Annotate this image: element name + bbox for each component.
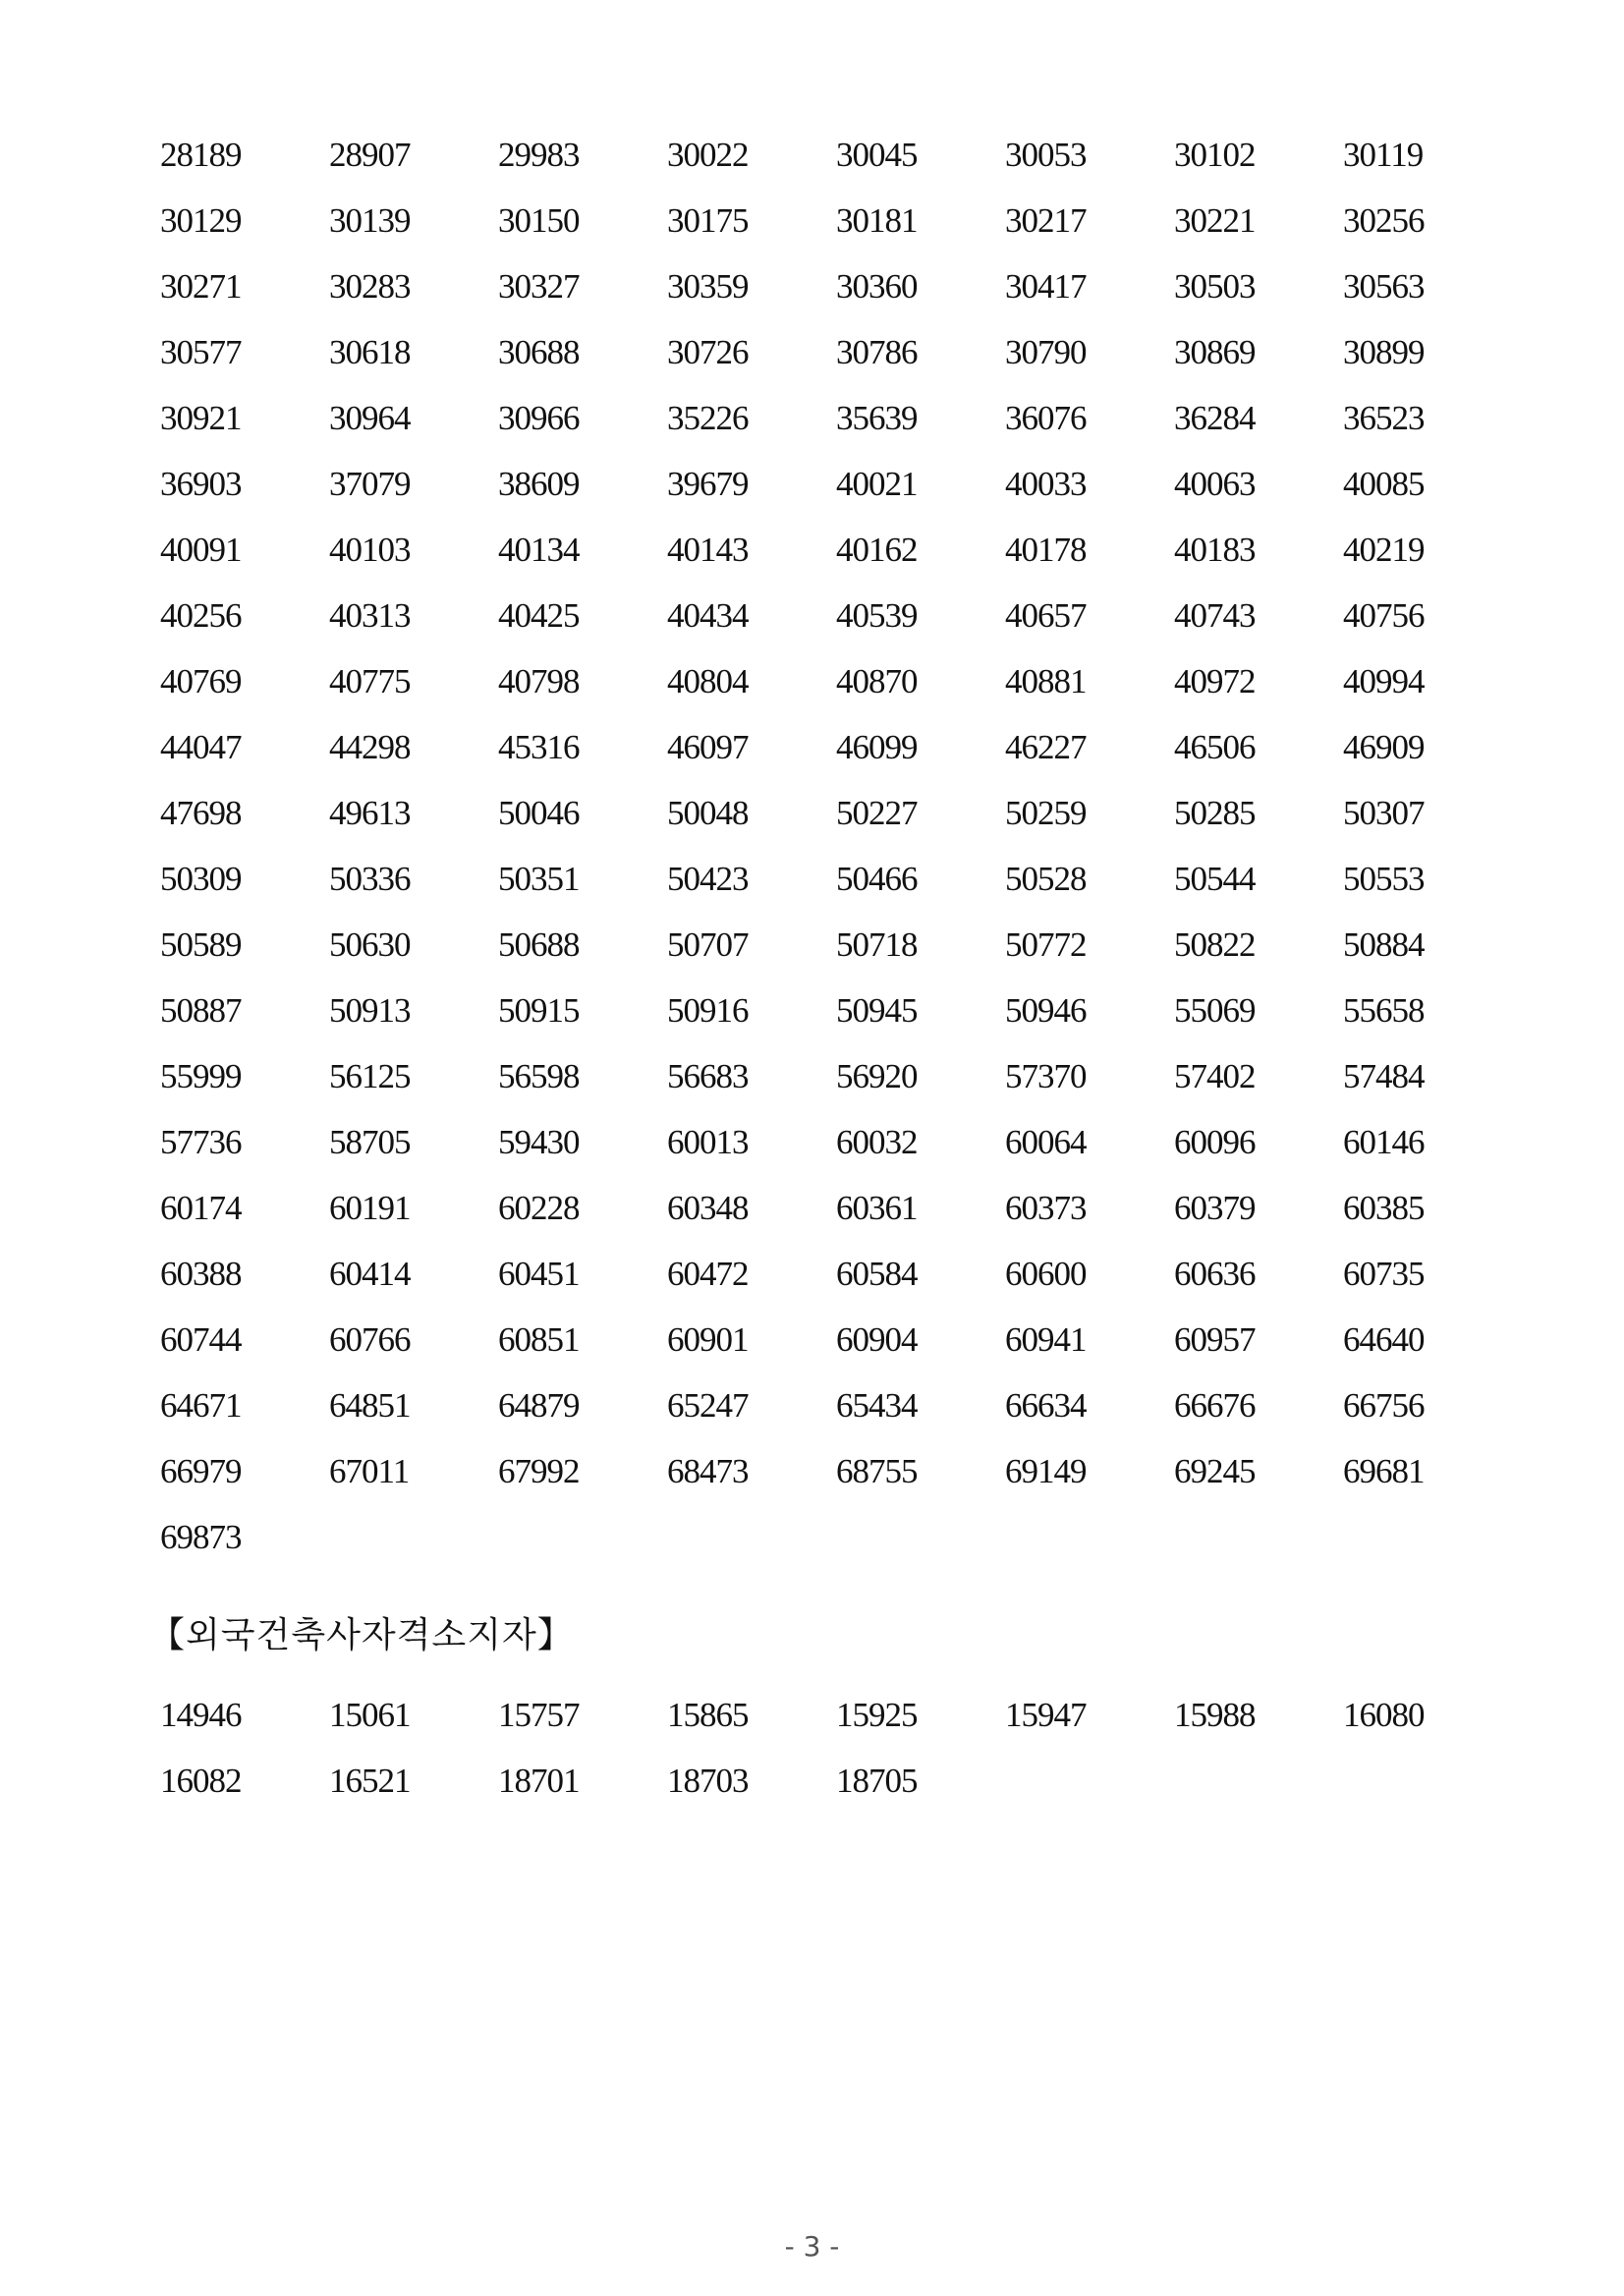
registration-number: 60584 xyxy=(836,1255,918,1293)
registration-number: 44298 xyxy=(329,728,411,766)
registration-number: 30360 xyxy=(836,267,918,306)
registration-number: 56125 xyxy=(329,1057,411,1095)
registration-number: 47698 xyxy=(160,794,242,832)
registration-number: 60228 xyxy=(498,1189,580,1227)
registration-number: 69681 xyxy=(1343,1452,1425,1490)
registration-number: 60064 xyxy=(1005,1123,1087,1161)
registration-number: 50528 xyxy=(1005,860,1087,898)
registration-number: 50285 xyxy=(1174,794,1256,832)
registration-number: 59430 xyxy=(498,1123,580,1161)
registration-number: 18701 xyxy=(498,1762,580,1800)
registration-number: 30221 xyxy=(1174,201,1256,240)
registration-number: 40756 xyxy=(1343,596,1425,635)
registration-number: 40103 xyxy=(329,531,411,569)
registration-number: 50915 xyxy=(498,991,580,1030)
registration-number: 40539 xyxy=(836,596,918,635)
registration-number: 64851 xyxy=(329,1386,411,1425)
registration-number: 50351 xyxy=(498,860,580,898)
registration-number: 46506 xyxy=(1174,728,1256,766)
registration-number: 57736 xyxy=(160,1123,242,1161)
registration-number: 30181 xyxy=(836,201,918,240)
registration-number: 40033 xyxy=(1005,465,1087,503)
registration-number: 36903 xyxy=(160,465,242,503)
foreign-registration-number-list xyxy=(160,1682,1512,1814)
registration-number: 35226 xyxy=(667,399,749,437)
registration-number: 36076 xyxy=(1005,399,1087,437)
registration-number: 64640 xyxy=(1343,1320,1425,1359)
registration-number: 15947 xyxy=(1005,1696,1087,1734)
registration-number: 50466 xyxy=(836,860,918,898)
registration-number: 40425 xyxy=(498,596,580,635)
registration-number-list xyxy=(160,122,1512,1570)
registration-number: 50772 xyxy=(1005,925,1087,964)
registration-number: 46097 xyxy=(667,728,749,766)
registration-number: 60735 xyxy=(1343,1255,1425,1293)
registration-number: 50945 xyxy=(836,991,918,1030)
registration-number: 15925 xyxy=(836,1696,918,1734)
registration-number: 46909 xyxy=(1343,728,1425,766)
registration-number: 40063 xyxy=(1174,465,1256,503)
registration-number: 40134 xyxy=(498,531,580,569)
registration-number: 16082 xyxy=(160,1762,242,1800)
registration-number: 30563 xyxy=(1343,267,1425,306)
registration-number: 50913 xyxy=(329,991,411,1030)
registration-number: 50884 xyxy=(1343,925,1425,964)
registration-number: 50544 xyxy=(1174,860,1256,898)
registration-number: 30119 xyxy=(1343,136,1424,174)
registration-number: 15988 xyxy=(1174,1696,1256,1734)
registration-number: 60766 xyxy=(329,1320,411,1359)
registration-number: 30022 xyxy=(667,136,749,174)
registration-number: 30256 xyxy=(1343,201,1425,240)
registration-number: 50423 xyxy=(667,860,749,898)
registration-number: 14946 xyxy=(160,1696,242,1734)
section-heading-foreign-architects: 【외국건축사자격소지자】 xyxy=(149,1615,574,1655)
registration-number: 15865 xyxy=(667,1696,749,1734)
registration-number: 50046 xyxy=(498,794,580,832)
registration-number: 65434 xyxy=(836,1386,918,1425)
registration-number: 66756 xyxy=(1343,1386,1425,1425)
registration-number: 40162 xyxy=(836,531,918,569)
registration-number: 40775 xyxy=(329,662,411,700)
registration-number: 68473 xyxy=(667,1452,749,1490)
registration-number: 60414 xyxy=(329,1255,411,1293)
registration-number: 60032 xyxy=(836,1123,918,1161)
registration-number: 65247 xyxy=(667,1386,749,1425)
registration-number: 67011 xyxy=(329,1452,410,1490)
registration-number: 69245 xyxy=(1174,1452,1256,1490)
registration-number: 69149 xyxy=(1005,1452,1087,1490)
registration-number: 44047 xyxy=(160,728,242,766)
registration-number: 60941 xyxy=(1005,1320,1087,1359)
registration-number: 60744 xyxy=(160,1320,242,1359)
registration-number: 60373 xyxy=(1005,1189,1087,1227)
registration-number: 60348 xyxy=(667,1189,749,1227)
registration-number: 40804 xyxy=(667,662,749,700)
registration-number: 16521 xyxy=(329,1762,411,1800)
registration-number: 50707 xyxy=(667,925,749,964)
registration-number: 60013 xyxy=(667,1123,749,1161)
registration-number: 30150 xyxy=(498,201,580,240)
registration-number: 40085 xyxy=(1343,465,1425,503)
page-number: - 3 - xyxy=(784,2230,840,2263)
registration-number: 35639 xyxy=(836,399,918,437)
registration-number: 40256 xyxy=(160,596,242,635)
registration-number: 50916 xyxy=(667,991,749,1030)
registration-number: 60451 xyxy=(498,1255,580,1293)
registration-number: 60636 xyxy=(1174,1255,1256,1293)
registration-number: 66676 xyxy=(1174,1386,1256,1425)
registration-number: 40091 xyxy=(160,531,242,569)
registration-number: 50718 xyxy=(836,925,918,964)
registration-number: 50048 xyxy=(667,794,749,832)
registration-number: 49613 xyxy=(329,794,411,832)
registration-number: 69873 xyxy=(160,1518,242,1556)
registration-number: 64879 xyxy=(498,1386,580,1425)
registration-number: 30790 xyxy=(1005,333,1087,371)
registration-number: 55658 xyxy=(1343,991,1425,1030)
registration-number: 15757 xyxy=(498,1696,580,1734)
registration-number: 50309 xyxy=(160,860,242,898)
registration-number: 30964 xyxy=(329,399,411,437)
registration-number: 60191 xyxy=(329,1189,411,1227)
registration-number: 28907 xyxy=(329,136,411,174)
registration-number: 40183 xyxy=(1174,531,1256,569)
registration-number: 46099 xyxy=(836,728,918,766)
registration-number: 30283 xyxy=(329,267,411,306)
registration-number: 40143 xyxy=(667,531,749,569)
registration-number: 57370 xyxy=(1005,1057,1087,1095)
registration-number: 60388 xyxy=(160,1255,242,1293)
registration-number: 50307 xyxy=(1343,794,1425,832)
registration-number: 38609 xyxy=(498,465,580,503)
registration-number: 56920 xyxy=(836,1057,918,1095)
registration-number: 60146 xyxy=(1343,1123,1425,1161)
registration-number: 55999 xyxy=(160,1057,242,1095)
registration-number: 60600 xyxy=(1005,1255,1087,1293)
registration-number: 64671 xyxy=(160,1386,242,1425)
registration-number: 50589 xyxy=(160,925,242,964)
registration-number: 58705 xyxy=(329,1123,411,1161)
registration-number: 66979 xyxy=(160,1452,242,1490)
registration-number: 40870 xyxy=(836,662,918,700)
registration-number: 50822 xyxy=(1174,925,1256,964)
registration-number: 30359 xyxy=(667,267,749,306)
registration-number: 57402 xyxy=(1174,1057,1256,1095)
registration-number: 60851 xyxy=(498,1320,580,1359)
registration-number: 30327 xyxy=(498,267,580,306)
registration-number: 15061 xyxy=(329,1696,411,1734)
registration-number: 30271 xyxy=(160,267,242,306)
registration-number: 40972 xyxy=(1174,662,1256,700)
registration-number: 30688 xyxy=(498,333,580,371)
registration-number: 50259 xyxy=(1005,794,1087,832)
registration-number: 56598 xyxy=(498,1057,580,1095)
registration-number: 30726 xyxy=(667,333,749,371)
registration-number: 30503 xyxy=(1174,267,1256,306)
registration-number: 50946 xyxy=(1005,991,1087,1030)
registration-number: 60361 xyxy=(836,1189,918,1227)
registration-number: 40178 xyxy=(1005,531,1087,569)
registration-number: 60472 xyxy=(667,1255,749,1293)
registration-number: 57484 xyxy=(1343,1057,1425,1095)
registration-number: 60379 xyxy=(1174,1189,1256,1227)
registration-number: 30869 xyxy=(1174,333,1256,371)
registration-number: 30577 xyxy=(160,333,242,371)
registration-number: 60096 xyxy=(1174,1123,1256,1161)
registration-number: 30899 xyxy=(1343,333,1425,371)
registration-number: 36523 xyxy=(1343,399,1425,437)
registration-number: 50553 xyxy=(1343,860,1425,898)
registration-number: 60957 xyxy=(1174,1320,1256,1359)
registration-number: 30618 xyxy=(329,333,411,371)
registration-number: 40219 xyxy=(1343,531,1425,569)
registration-number: 40769 xyxy=(160,662,242,700)
registration-number: 60385 xyxy=(1343,1189,1425,1227)
registration-number: 30102 xyxy=(1174,136,1256,174)
registration-number: 40881 xyxy=(1005,662,1087,700)
registration-number: 30175 xyxy=(667,201,749,240)
registration-number: 40743 xyxy=(1174,596,1256,635)
registration-number: 60174 xyxy=(160,1189,242,1227)
registration-number: 50227 xyxy=(836,794,918,832)
registration-number: 60901 xyxy=(667,1320,749,1359)
registration-number: 30966 xyxy=(498,399,580,437)
registration-number: 30045 xyxy=(836,136,918,174)
registration-number: 30786 xyxy=(836,333,918,371)
registration-number: 37079 xyxy=(329,465,411,503)
registration-number: 66634 xyxy=(1005,1386,1087,1425)
registration-number: 50887 xyxy=(160,991,242,1030)
registration-number: 40434 xyxy=(667,596,749,635)
registration-number: 18703 xyxy=(667,1762,749,1800)
registration-number: 50336 xyxy=(329,860,411,898)
registration-number: 40657 xyxy=(1005,596,1087,635)
registration-number: 40994 xyxy=(1343,662,1425,700)
registration-number: 50688 xyxy=(498,925,580,964)
registration-number: 50630 xyxy=(329,925,411,964)
registration-number: 55069 xyxy=(1174,991,1256,1030)
registration-number: 67992 xyxy=(498,1452,580,1490)
registration-number: 30129 xyxy=(160,201,242,240)
registration-number: 60904 xyxy=(836,1320,918,1359)
registration-number: 39679 xyxy=(667,465,749,503)
registration-number: 30139 xyxy=(329,201,411,240)
registration-number: 28189 xyxy=(160,136,242,174)
registration-number: 30053 xyxy=(1005,136,1087,174)
registration-number: 46227 xyxy=(1005,728,1087,766)
registration-number: 36284 xyxy=(1174,399,1256,437)
registration-number: 16080 xyxy=(1343,1696,1425,1734)
registration-number: 45316 xyxy=(498,728,580,766)
registration-number: 30217 xyxy=(1005,201,1087,240)
registration-number: 30417 xyxy=(1005,267,1087,306)
registration-number: 68755 xyxy=(836,1452,918,1490)
registration-number: 18705 xyxy=(836,1762,918,1800)
registration-number: 40021 xyxy=(836,465,918,503)
registration-number: 40313 xyxy=(329,596,411,635)
registration-number: 40798 xyxy=(498,662,580,700)
registration-number: 56683 xyxy=(667,1057,749,1095)
registration-number: 30921 xyxy=(160,399,242,437)
registration-number: 29983 xyxy=(498,136,580,174)
